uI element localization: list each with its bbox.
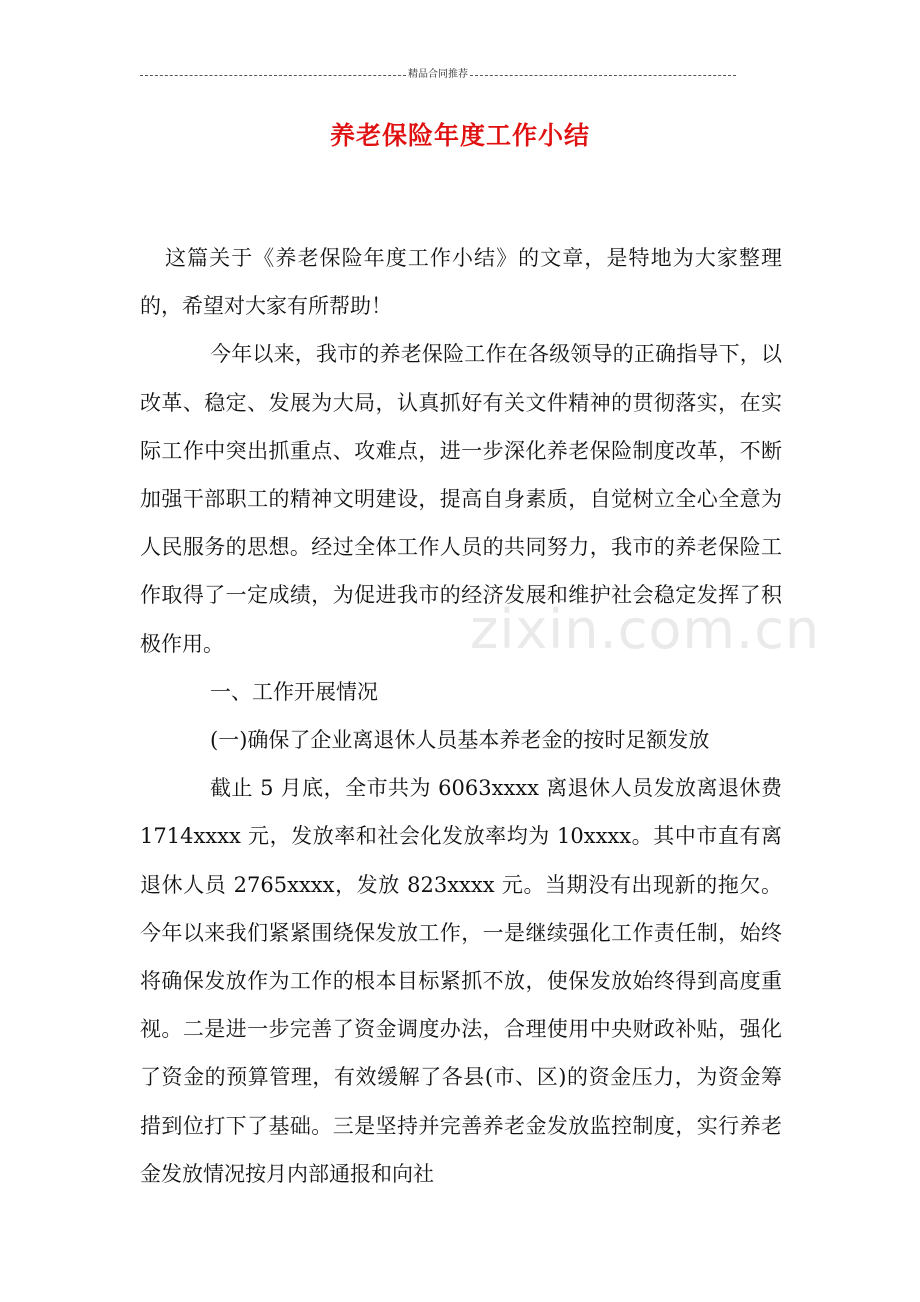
- intro-paragraph: 这篇关于《养老保险年度工作小结》的文章，是特地为大家整理的，希望对大家有所帮助！: [140, 246, 782, 319]
- page-header: [140, 66, 736, 84]
- section-heading: 一、工作开展情况: [210, 679, 378, 704]
- header-label: 精品合同推荐: [408, 69, 468, 80]
- document-title: 养老保险年度工作小结: [329, 121, 590, 150]
- header-dashed-line-right: [470, 75, 736, 76]
- body-paragraph: 截止 5 月底，全市共为 6063xxxx 离退休人员发放离退休费 1714xxxx 元，发放率和社会化发放率均为 10xxxx。其中市直有离退休人员 2765xxxx，发放 823xxxx 元。当期没有出现新的拖欠。今年以来我们紧紧围绕保发放工作，一是继续强化工作责任制，始终将确保发放作为工作的根本目标紧抓不放，使保发放始终得到高度重视。二是进一步完善了资金调度办法，合理使用中央财政补贴，强化了资金的预算管理，有效缓解了各县(市、区)的资金压力，为资金筹措到位打下了基础。三是坚持并完善养老金发放监控制度，实行养老金发放情况按月内部通报和向社: [140, 776, 782, 1186]
- document-body: [140, 234, 782, 1198]
- subsection-heading: (一)确保了企业离退休人员基本养老金的按时足额发放: [210, 728, 710, 753]
- body-paragraph: 今年以来，我市的养老保险工作在各级领导的正确指导下，以改革、稳定、发展为大局，认真抓好有关文件精神的贯彻落实，在实际工作中突出抓重点、攻难点，进一步深化养老保险制度改革，不断加强干部职工的精神文明建设，提高自身素质，自觉树立全心全意为人民服务的思想。经过全体工作人员的共同努力，我市的养老保险工作取得了一定成绩，为促进我市的经济发展和维护社会稳定发挥了积极作用。: [140, 342, 782, 656]
- header-dashed-line-left: [140, 75, 406, 76]
- watermark: zixin.com.cn: [470, 598, 821, 661]
